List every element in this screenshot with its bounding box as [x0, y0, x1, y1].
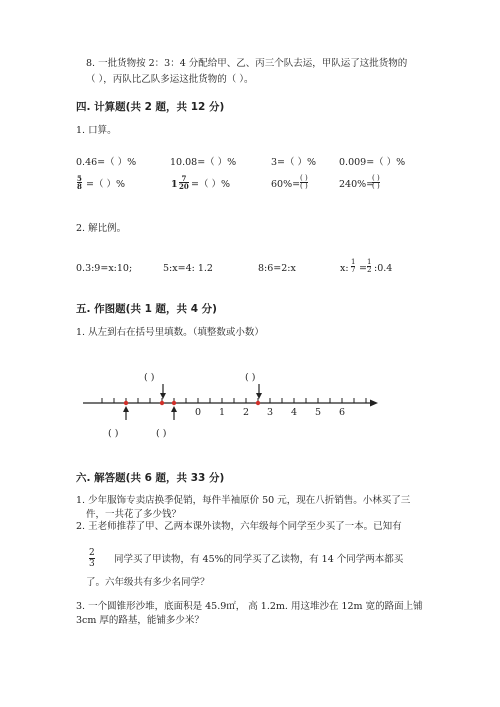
numerator: ( ) — [372, 174, 380, 182]
q8-line1: 8. 一批货物按 2：3：4 分配给甲、乙、丙三个队去运，甲队运了这批货物的 — [86, 58, 408, 69]
calc-item: 10.08=（ ）% — [170, 157, 237, 168]
blank-paren: ( ) — [108, 428, 119, 439]
calc-item: =（ ）% — [86, 179, 126, 190]
q3-line1: 3. 一个圆锥形沙堆，底面积是 45.9㎡， 高 1.2m. 用这堆沙在 12m 宽的路面上铺 — [76, 601, 423, 612]
q1-line2: 件，一共花了多少钱？ — [86, 509, 182, 520]
section4-q2: 2. 解比例。 — [76, 223, 127, 234]
numerator: 1 — [367, 258, 372, 266]
denominator: ( ) — [372, 182, 380, 190]
calc-item: =（ ）% — [191, 179, 231, 190]
q8-line2: （ ），丙队比乙队多运这批货物的（ ）。 — [86, 74, 254, 85]
tick-label: 4 — [291, 407, 298, 418]
blank-paren: ( ) — [156, 428, 167, 439]
denominator: 2 — [367, 266, 372, 274]
arrowhead-icon — [370, 400, 378, 407]
section6-title: 六. 解答题(共 6 题，共 33 分) — [76, 472, 225, 484]
numerator: 5 — [77, 174, 82, 183]
ratio-item-suffix: :0.4 — [374, 263, 393, 274]
tick-label: 6 — [339, 407, 346, 418]
denominator: ( ) — [300, 182, 308, 190]
section5-q1: 1. 从左到右在括号里填数。（填整数或小数） — [76, 327, 264, 338]
tick-label: 2 — [243, 407, 250, 418]
up-arrow-icon — [123, 406, 129, 420]
numerator: 1 — [351, 258, 356, 266]
fraction — [89, 548, 95, 569]
calc-item: 60%= — [271, 179, 301, 190]
blank-paren: ( ) — [245, 372, 256, 383]
denominator: 8 — [77, 182, 82, 191]
marked-point — [172, 401, 176, 405]
tick-label: 1 — [219, 407, 226, 418]
q2-line2: 同学买了甲读物，有 45%的同学买了乙读物，有 14 个同学两本都买 — [114, 554, 404, 565]
blank-paren: ( ) — [144, 372, 155, 383]
tick-label: 3 — [267, 407, 274, 418]
calc-item: 240%= — [339, 179, 375, 190]
section5-title: 五. 作图题(共 1 题，共 4 分) — [76, 303, 217, 315]
q3-line2: 3cm 厚的路基，能铺多少米？ — [76, 615, 204, 626]
section4-title: 四. 计算题(共 2 题，共 12 分) — [76, 101, 225, 113]
ratio-item: 8:6=2:x — [258, 263, 296, 274]
up-arrow-icon — [171, 406, 177, 420]
q2-line3: 了。六年级共有多少名同学？ — [86, 577, 210, 588]
section4-q1: 1. 口算。 — [76, 125, 117, 136]
marked-point — [256, 401, 260, 405]
numerator: 7 — [181, 174, 187, 183]
ratio-item-eq: = — [359, 263, 367, 274]
tick-label: 5 — [315, 407, 322, 418]
ratio-item: 5:x=4: 1.2 — [163, 263, 213, 274]
q2-line1: 2. 王老师推荐了甲、乙两本课外读物，六年级每个同学至少买了一本。已知有 — [76, 521, 402, 532]
tick-marks — [102, 398, 366, 403]
calc-item: 3=（ ）% — [271, 157, 317, 168]
denominator: 3 — [89, 559, 95, 569]
numerator: 2 — [89, 548, 95, 558]
q1-line1: 1. 少年服饰专卖店换季促销，每件半袖原价 50 元，现在八折销售。小林买了三 — [76, 495, 411, 506]
marked-point — [124, 401, 128, 405]
mixed-whole: 1 — [171, 179, 178, 190]
ratio-item: 0.3:9=x:10; — [76, 263, 133, 274]
tick-label: 0 — [195, 407, 202, 418]
calc-item: 0.009=（ ）% — [339, 157, 406, 168]
denominator: 20 — [179, 182, 189, 191]
down-arrow-icon — [160, 384, 166, 399]
ratio-item-prefix: x: — [340, 263, 349, 274]
numerator: ( ) — [300, 174, 308, 182]
denominator: 7 — [351, 266, 356, 274]
down-arrow-icon — [256, 384, 262, 399]
calc-item: 0.46=（ ）% — [76, 157, 137, 168]
marked-point — [160, 401, 164, 405]
